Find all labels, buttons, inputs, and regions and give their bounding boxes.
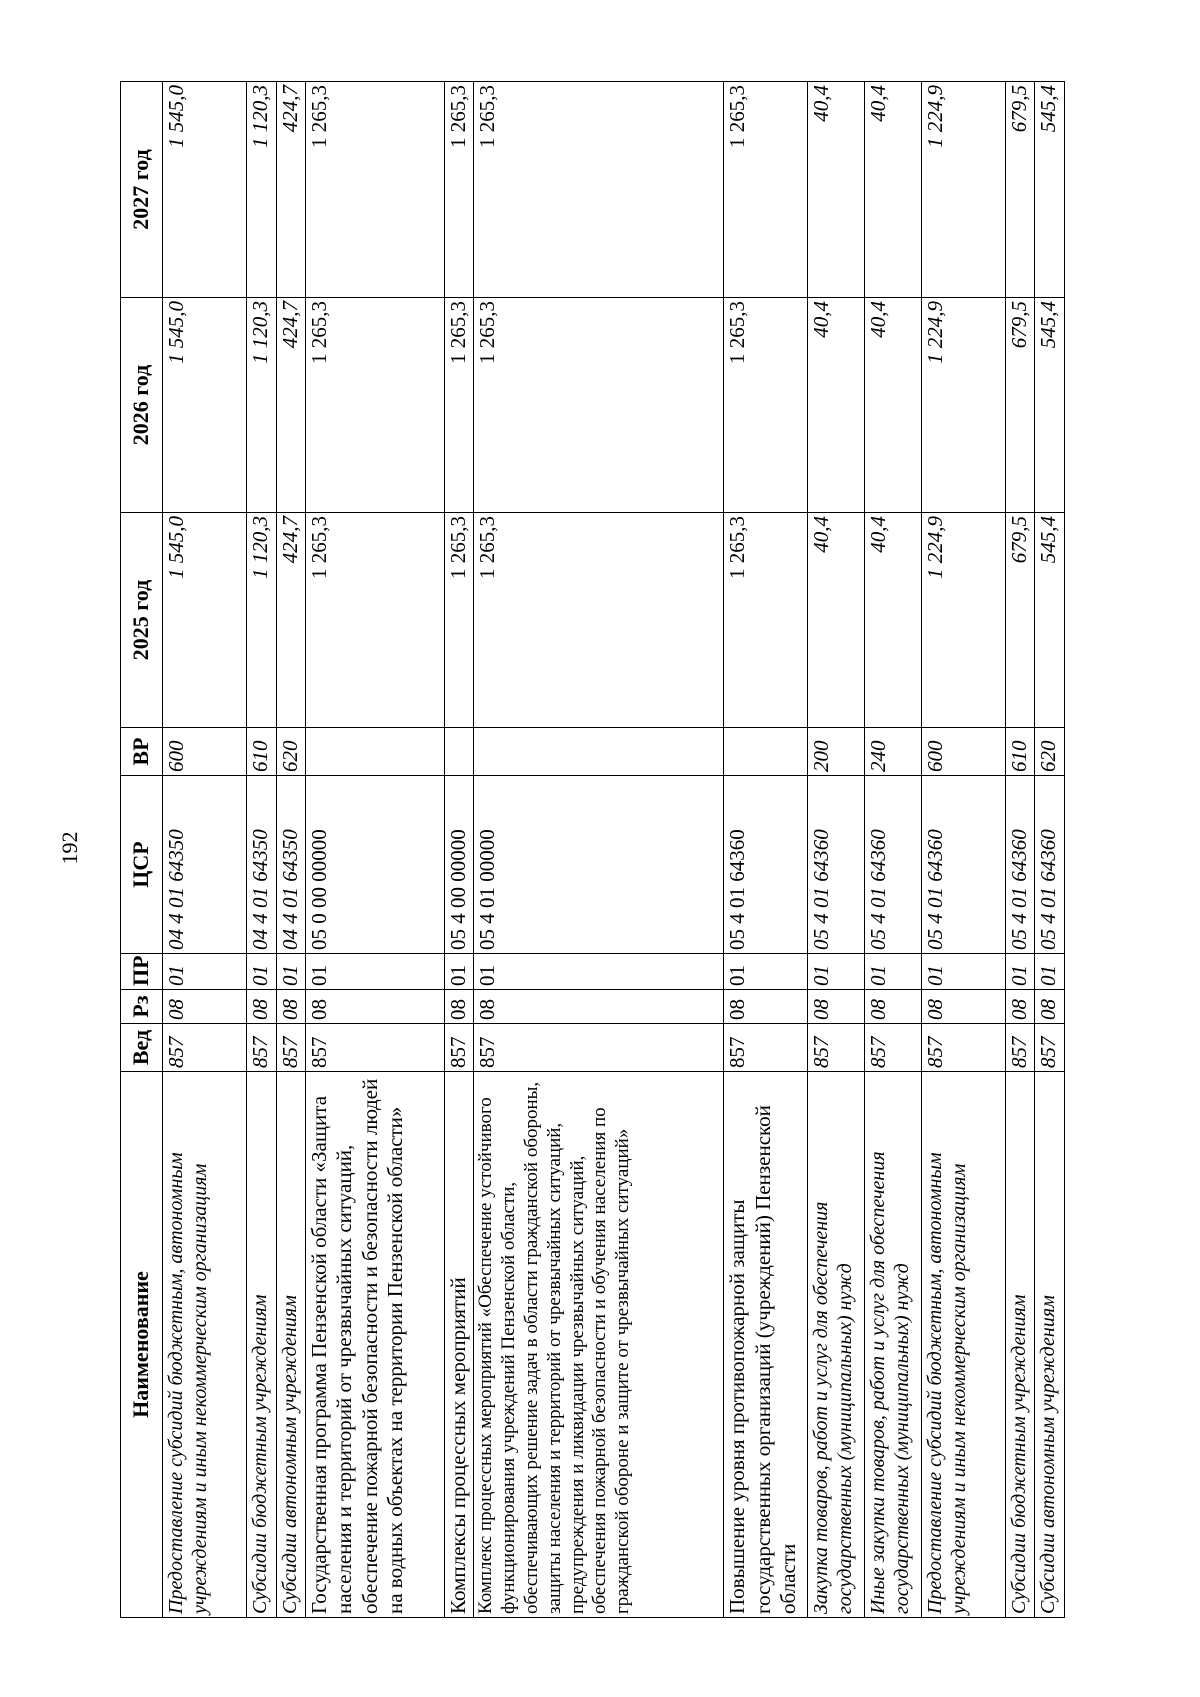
cell-ved: 857 [163,1024,247,1072]
rotated-table-container [120,82,1065,1618]
cell-ved: 857 [276,1024,306,1072]
cell-pr: 01 [163,954,247,990]
cell-vr: 620 [276,728,306,776]
cell-name: Комплексы процессных мероприятий [444,1072,474,1618]
cell-2026: 424,7 [276,298,306,513]
cell-2025: 424,7 [276,513,306,728]
cell-2027: 1 545,0 [163,82,247,298]
cell-vr: 610 [1005,728,1035,776]
cell-pr: 01 [921,954,1005,990]
cell-pr: 01 [724,954,808,990]
header-2027: 2027 год [121,82,163,298]
cell-name: Иные закупки товаров, работ и услуг для обеспечения государственных (муниципальных) нужд [865,1072,922,1618]
table-row [865,82,922,1618]
cell-rz: 08 [1035,990,1065,1024]
cell-csr: 05 4 01 64360 [921,776,1005,954]
cell-name: Субсидии автономным учреждениям [1035,1072,1065,1618]
cell-2027: 1 265,3 [444,82,474,298]
cell-2025: 1 265,3 [474,513,724,728]
header-2026: 2026 год [121,298,163,513]
table-row [247,82,277,1618]
cell-name: Государственная программа Пензенской области «Защита населения и территорий от чрезвычайных ситуаций, обеспечение пожарной безопасности и безопасности людей на водных объектах на территории Пензенской области» [306,1072,445,1618]
cell-pr: 01 [1005,954,1035,990]
cell-ved: 857 [474,1024,724,1072]
cell-vr [444,728,474,776]
cell-name: Субсидии бюджетным учреждениям [1005,1072,1035,1618]
table-row [1035,82,1065,1618]
cell-rz: 08 [865,990,922,1024]
cell-vr: 600 [921,728,1005,776]
cell-name: Субсидии бюджетным учреждениям [247,1072,277,1618]
cell-rz: 08 [247,990,277,1024]
cell-pr: 01 [474,954,724,990]
cell-vr: 620 [1035,728,1065,776]
table-header-row [121,82,163,1618]
table-row [808,82,865,1618]
cell-2026: 1 265,3 [474,298,724,513]
cell-name: Субсидии автономным учреждениям [276,1072,306,1618]
cell-ved: 857 [1035,1024,1065,1072]
cell-csr: 04 4 01 64350 [163,776,247,954]
cell-csr: 05 4 01 64360 [865,776,922,954]
cell-2027: 545,4 [1035,82,1065,298]
cell-ved: 857 [444,1024,474,1072]
cell-name: Предоставление субсидий бюджетным, автономным учреждениям и иным некоммерческим организациям [921,1072,1005,1618]
cell-2025: 1 265,3 [444,513,474,728]
cell-2027: 40,4 [808,82,865,298]
cell-pr: 01 [808,954,865,990]
cell-2025: 1 265,3 [306,513,445,728]
cell-rz: 08 [724,990,808,1024]
cell-csr: 05 0 00 00000 [306,776,445,954]
header-csr: ЦСР [121,776,163,954]
cell-2025: 545,4 [1035,513,1065,728]
cell-ved: 857 [247,1024,277,1072]
cell-name: Закупка товаров, работ и услуг для обеспечения государственных (муниципальных) нужд [808,1072,865,1618]
cell-rz: 08 [276,990,306,1024]
cell-ved: 857 [724,1024,808,1072]
cell-csr: 05 4 00 00000 [444,776,474,954]
cell-pr: 01 [444,954,474,990]
cell-2027: 1 224,9 [921,82,1005,298]
cell-rz: 08 [1005,990,1035,1024]
table-row [306,82,445,1618]
cell-2025: 1 545,0 [163,513,247,728]
cell-csr: 04 4 01 64350 [276,776,306,954]
header-pr: ПР [121,954,163,990]
cell-pr: 01 [865,954,922,990]
cell-csr: 05 4 01 00000 [474,776,724,954]
cell-2025: 1 265,3 [724,513,808,728]
cell-csr: 05 4 01 64360 [808,776,865,954]
table-row [474,82,724,1618]
cell-pr: 01 [306,954,445,990]
cell-2026: 1 265,3 [724,298,808,513]
cell-2027: 40,4 [865,82,922,298]
cell-2026: 679,5 [1005,298,1035,513]
cell-name: Комплекс процессных мероприятий «Обеспечение устойчивого функционирования учреждений Пензенской области, обеспечивающих решение задач в области гражданской обороны, защиты населения и территорий от чрезвычайных ситуаций, предупреждения и ликвидации чрезвычайных ситуаций, обеспечения пожарной безопасности и обучения населения по гражданской обороне и защите от чрезвычайных ситуаций» [474,1072,724,1618]
cell-pr: 01 [276,954,306,990]
table-row [444,82,474,1618]
cell-vr: 240 [865,728,922,776]
cell-2026: 40,4 [865,298,922,513]
cell-rz: 08 [808,990,865,1024]
cell-pr: 01 [1035,954,1065,990]
cell-2026: 545,4 [1035,298,1065,513]
cell-csr: 04 4 01 64350 [247,776,277,954]
cell-2025: 679,5 [1005,513,1035,728]
cell-vr [306,728,445,776]
cell-pr: 01 [247,954,277,990]
cell-2026: 40,4 [808,298,865,513]
cell-ved: 857 [921,1024,1005,1072]
cell-2026: 1 545,0 [163,298,247,513]
table-row [921,82,1005,1618]
cell-csr: 05 4 01 64360 [1005,776,1035,954]
cell-2025: 40,4 [808,513,865,728]
cell-ved: 857 [306,1024,445,1072]
header-name: Наименование [121,1072,163,1618]
cell-2025: 1 224,9 [921,513,1005,728]
table-row [1005,82,1035,1618]
cell-vr: 600 [163,728,247,776]
cell-2025: 1 120,3 [247,513,277,728]
cell-rz: 08 [163,990,247,1024]
cell-name: Предоставление субсидий бюджетным, автономным учреждениям и иным некоммерческим организациям [163,1072,247,1618]
cell-2027: 1 265,3 [724,82,808,298]
table-row [163,82,247,1618]
cell-name: Повышение уровня противопожарной защиты государственных организаций (учреждений) Пензенской области [724,1072,808,1618]
table-row [724,82,808,1618]
cell-rz: 08 [306,990,445,1024]
cell-vr [724,728,808,776]
cell-2027: 679,5 [1005,82,1035,298]
cell-csr: 05 4 01 64360 [724,776,808,954]
cell-rz: 08 [444,990,474,1024]
cell-2027: 1 265,3 [474,82,724,298]
cell-2027: 1 265,3 [306,82,445,298]
header-vr: ВР [121,728,163,776]
cell-2026: 1 224,9 [921,298,1005,513]
cell-ved: 857 [808,1024,865,1072]
cell-2026: 1 120,3 [247,298,277,513]
table-row [276,82,306,1618]
cell-rz: 08 [921,990,1005,1024]
header-2025: 2025 год [121,513,163,728]
header-ved: Вед [121,1024,163,1072]
cell-2027: 1 120,3 [247,82,277,298]
header-rz: Рз [121,990,163,1024]
cell-rz: 08 [474,990,724,1024]
budget-table [120,81,1065,1618]
cell-ved: 857 [865,1024,922,1072]
cell-vr [474,728,724,776]
cell-ved: 857 [1005,1024,1035,1072]
cell-vr: 610 [247,728,277,776]
cell-csr: 05 4 01 64360 [1035,776,1065,954]
cell-2026: 1 265,3 [306,298,445,513]
cell-2027: 424,7 [276,82,306,298]
page-number: 192 [57,831,82,865]
cell-vr: 200 [808,728,865,776]
cell-2026: 1 265,3 [444,298,474,513]
cell-2025: 40,4 [865,513,922,728]
